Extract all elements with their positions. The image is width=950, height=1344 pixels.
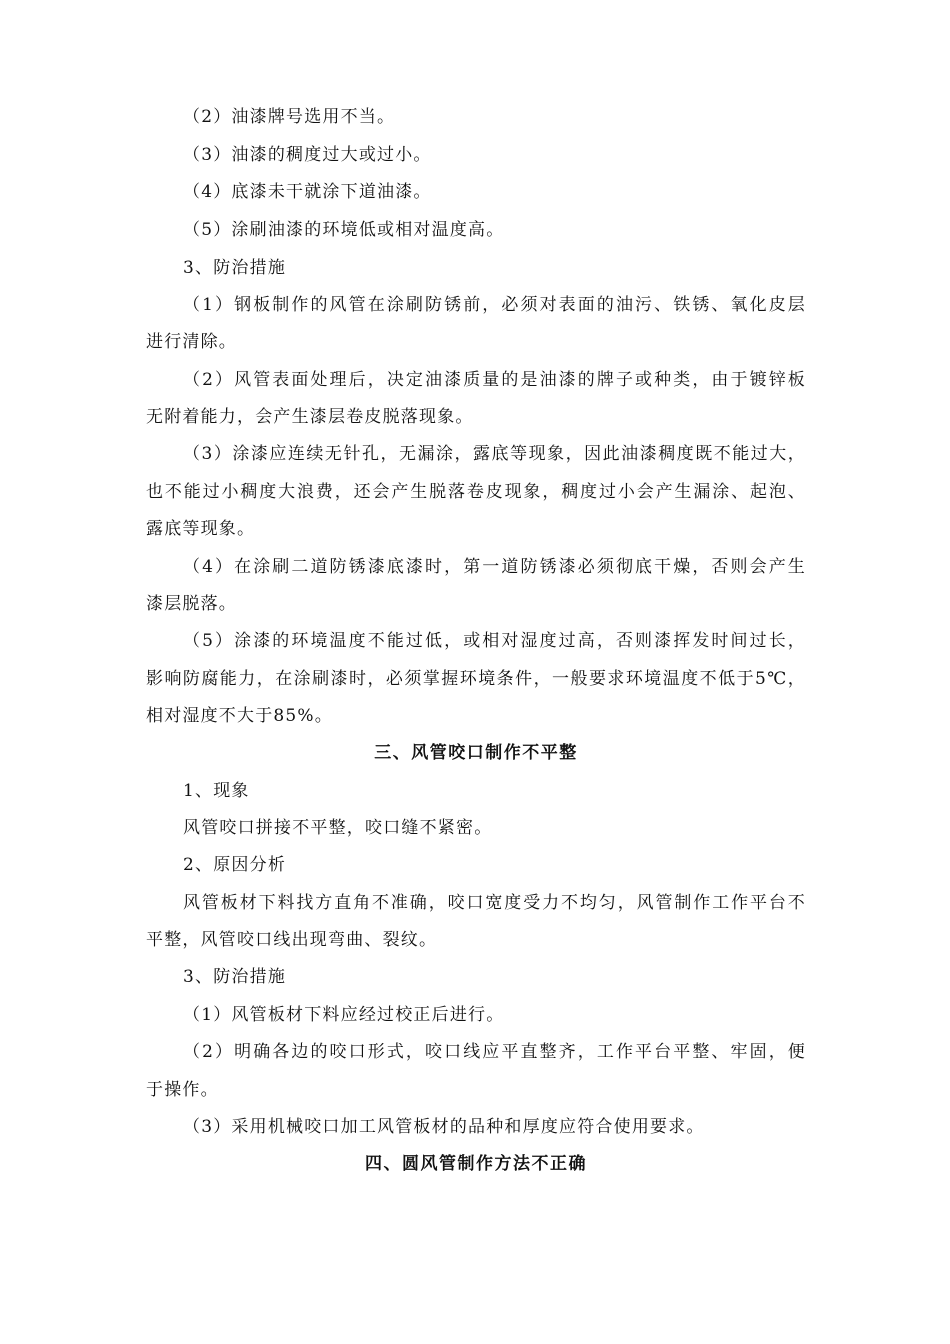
- text-line: （5）涂刷油漆的环境低或相对温度高。: [183, 220, 505, 240]
- text-line: 露底等现象。: [146, 519, 256, 539]
- text-line: 风管咬口拼接不平整，咬口缝不紧密。: [183, 818, 493, 838]
- section-subheading: 1、现象: [183, 781, 250, 801]
- text-line: 相对湿度不大于85%。: [146, 706, 333, 726]
- section-subheading: 2、原因分析: [183, 855, 287, 875]
- text-line: 进行清除。: [146, 332, 237, 352]
- text-line: 平整，风管咬口线出现弯曲、裂纹。: [146, 930, 438, 950]
- text-line: （1）钢板制作的风管在涂刷防锈前，必须对表面的油污、铁锈、氧化皮层: [183, 295, 806, 315]
- text-line: （3）油漆的稠度过大或过小。: [183, 145, 432, 165]
- text-line: 风管板材下料找方直角不准确，咬口宽度受力不均匀，风管制作工作平台不: [183, 893, 806, 913]
- section-subheading: 3、防治措施: [183, 258, 287, 278]
- text-line: （2）油漆牌号选用不当。: [183, 107, 396, 127]
- text-line: （3）涂漆应连续无针孔，无漏涂，露底等现象，因此油漆稠度既不能过大，: [183, 444, 806, 464]
- text-line: （4）底漆未干就涂下道油漆。: [183, 182, 432, 202]
- text-line: （2）明确各边的咬口形式，咬口线应平直整齐，工作平台平整、牢固，便: [183, 1042, 806, 1062]
- text-line: （4）在涂刷二道防锈漆底漆时，第一道防锈漆必须彻底干燥，否则会产生: [183, 557, 806, 577]
- text-line: 影响防腐能力，在涂刷漆时，必须掌握环境条件，一般要求环境温度不低于5℃，: [146, 669, 806, 689]
- text-line: 也不能过小稠度大浪费，还会产生脱落卷皮现象，稠度过小会产生漏涂、起泡、: [146, 482, 806, 502]
- section-subheading: 3、防治措施: [183, 967, 287, 987]
- text-line: （3）采用机械咬口加工风管板材的品种和厚度应符合使用要求。: [183, 1117, 705, 1137]
- text-line: 漆层脱落。: [146, 594, 237, 614]
- text-line: （1）风管板材下料应经过校正后进行。: [183, 1005, 505, 1025]
- text-line: 无附着能力，会产生漆层卷皮脱落现象。: [146, 407, 474, 427]
- text-line: （2）风管表面处理后，决定油漆质量的是油漆的牌子或种类，由于镀锌板: [183, 370, 806, 390]
- section-heading: 三、风管咬口制作不平整: [374, 743, 578, 763]
- text-line: （5）涂漆的环境温度不能过低，或相对湿度过高，否则漆挥发时间过长，: [183, 631, 806, 651]
- text-line: 于操作。: [146, 1080, 219, 1100]
- section-heading: 四、圆风管制作方法不正确: [365, 1154, 587, 1174]
